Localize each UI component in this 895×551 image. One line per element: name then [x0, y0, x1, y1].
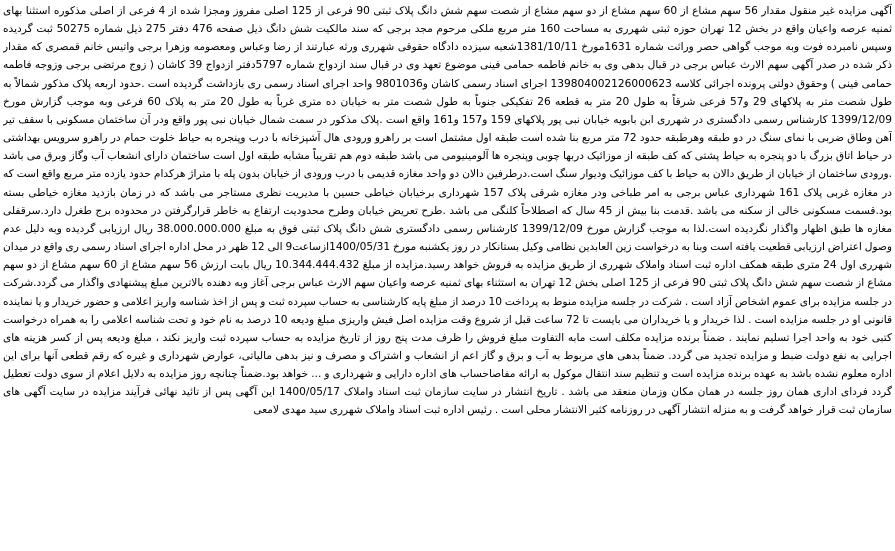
auction-notice-text: آگهی مزایده غیر منقول مقدار 56 سهم مشاع از 60 سهم مشاع از دو سهم مشاع از شصت سهم شش دانگ پلاک ثبتی 90 فرعی از 125 اصلی مفروز ومجزا شده از 4 فرعی از اصلی مذکوره استثنا بهای ثمنیه عرصه واعیان واقع در بخش 12 تهران حوزه ثبتی شهرری به مساحت 160 متر مربع ملکی مرحوم مجد برجی که سند مالکیت شش دانگ ذیل صفحه 476 دفتر 275 ذیل شماره 50275 ثبت گردیده وسپس نامبرده فوت وبه موجب گواهی حصر وراثت شماره 1631مورخ 1381/10/11شعبه سیزده دادگاه حقوقی شهرری ورثه عبارتند از رضا وعباس ومعصومه وزهرا برجی واتیس خانم قمصری که مقدار ذکر شده در صدر آگهی سهم الارث عباس برجی در قبال بدهی وی به خانم فاطمه حمامی فینی موضوع تعهد وی در قبال سند ازدواج شماره 5797دفتر ازدواج 39 کاشان ( زوج مرتضی برجی وزوجه فاطمه حمامی فینی ) وحقوق دولتی پرونده اجرائی کلاسه 139804002126000623 اجرای اسناد رسمی کاشان و9801036 واحد اجرای اسناد رسمی ری بازداشت گردیده است .حدود اربعه پلاک مذکور شمالاً به طول شصت متر به پلاکهای 29 و57 فرعی شرقاً به طول 20 متر به قطعه 26 تفکیکی جنوباً به طول شصت متر به خیابان ده متری غرباً به طول 20 متر به پلاک 60 فرعی وبه موجب گزارش مورخ 1399/12/09 کارشناس رسمی دادگستری در شهرری ابن بابویه خیابان نبی پور پلاکهای 159 و157 و161 واقع است .پلاک مذکور در سمت شمال خیابان نبی پور واقع ودر آن ساختمان مسکونی با سقف تیر آهن وطاق ضربی با نمای سنگ در دو طبقه وهرطبقه حدود 72 متر مربع بنا شده است طبقه اول مشتمل است بر راهرو ورودی هال آشپزخانه با درب وپنجره به حیاط خلوت حمام در راهرو سرویس بهداشتی در حیاط اتاق بزرگ با دو پنجره به حیاط پشتی که کف طبقه از موزائیک دربها چوبی وپنجره ها آلومینیومی می باشد طبقه دوم هم تقریباً مشابه طبقه اول است ساختمان دارای انشعاب آب وگاز وبرق می باشد .ورودی ساختمان از خیابان از طریق دالان به حیاط با کف موزائیک ودیوار سنگ است.درطرفین دالان دو واحد مغازه قدیمی با درب ورودی از خیابان بدون پله با متراژ هرکدام حدود یازده متر مربع واقع است که در مغازه غربی پلاک 161 شهرداری عباس برجی به امر طباخی ودر مغازه شرقی پلاک 157 شهرداری برخیابان خیاطی حسین با مدیریت نظری مستاجر می باشد که در زمان بازدید مغازه خیاطی بسته بود.قسمت مسکونی خالی از سکنه می باشد .قدمت بنا بیش از 45 سال که اصطلاحاً کلنگی می باشد .طرح تعریض خیابان وطرح محدودیت ارتفاع به خاطر قرارگرفتن در محدوده برج طغرل دارد.سرقفلی مغازه ها طبق اظهار واگذار نگردیده است.لذا به موجب گزارش مورخ 1399/12/09 کارشناس رسمی دادگستری شش دانگ پلاک ثبتی فوق به مبلغ 38.000.000.000 ریال ارزیابی گردیده وبه دلیل عدم وصول اعتراض ارزیابی قطعیت یافته است وبنا به درخواست زین العابدین نظامی وکیل بستانکار در روز یکشنبه مورخ 1400/05/31ازساعت9 الی 12 ظهر در محل اداره اجرای اسناد رسمی ری واقع در میدان شهرری اول 24 متری طبقه همکف اداره ثبت اسناد واملاک شهرری از طریق مزایده به فروش خواهد رسید.مزایده از مبلغ 10.344.444.432 ریال بابت ارزش 56 سهم مشاع از 60 سهم مشاع از دو سهم مشاع از شصت سهم شش دانگ پلاک ثبتی 90 فرعی از 125 اصلی بخش 12 تهران به استثناء بهای ثمنیه عرصه واعیان سهم الارث عباس برجی آغاز وبه دهنده بالاترین مبلغ پیشنهادی واگذار می گردد.شرکت در جلسه مزایده برای عموم اشخاص آزاد است . شرکت در جلسه مزایده منوط به پرداخت 10 درصد از مبلغ پایه کارشناسی به حساب سپرده ثبت و پس از اخذ شناسه واریز اعلامی و حضور خریدار و یا نماینده قانونی او در جلسه مزایده است . لذا خریدار و یا خریداران می بایست تا 72 ساعت قبل از شروع وقت مزایده اصل فیش واریزی مبلغ ودیعه 10 درصد به نام خود و تحت شناسه اعلامی را به همراه درخواست کتبی خود به واحد اجرا تسلیم نمایند . ضمناً برنده مزایده مکلف است مابه التفاوت مبلغ فروش را ظرف مدت پنج روز از تاریخ مزایده به حساب سپرده ثبت واریز نکند ، مبلغ ودیعه پس از کسر هزینه های اجرایی به نفع دولت ضبط و مزایده تجدید می گردد. ضمناً بدهی های مربوط به آب و برق و گاز اعم از انشعاب و اشتراک و مصرف و نیز بدهی مالیاتی، عوارض شهرداری و غیره که رقم قطعی آنها برای این اداره معلوم نشده باشد به عهده برنده مزایده است و تنظیم سند انتقال موکول به ارائه مفاصاحساب های اداره دارایی و شهرداری و ... خواهد بود.ضمناً چنانچه روز مزایده به دلایل اعلام از سوی دولت تعطیل گردد فردای اداری همان روز جلسه در همان مکان وزمان منعقد می باشد . تاریخ انتشار در سایت سازمان ثبت اسناد واملاک 1400/05/17 این آگهی پس از تائید نهائی فرآیند مزایده در سایت آگهی های سازمان ثبت قرار خواهد گرفت و به منزله انتشار آگهی در روزنامه کثیر الانتشار محلی است . رئیس اداره ثبت اسناد واملاک شهرری سید مهدی لامعی — [3, 5, 892, 417]
